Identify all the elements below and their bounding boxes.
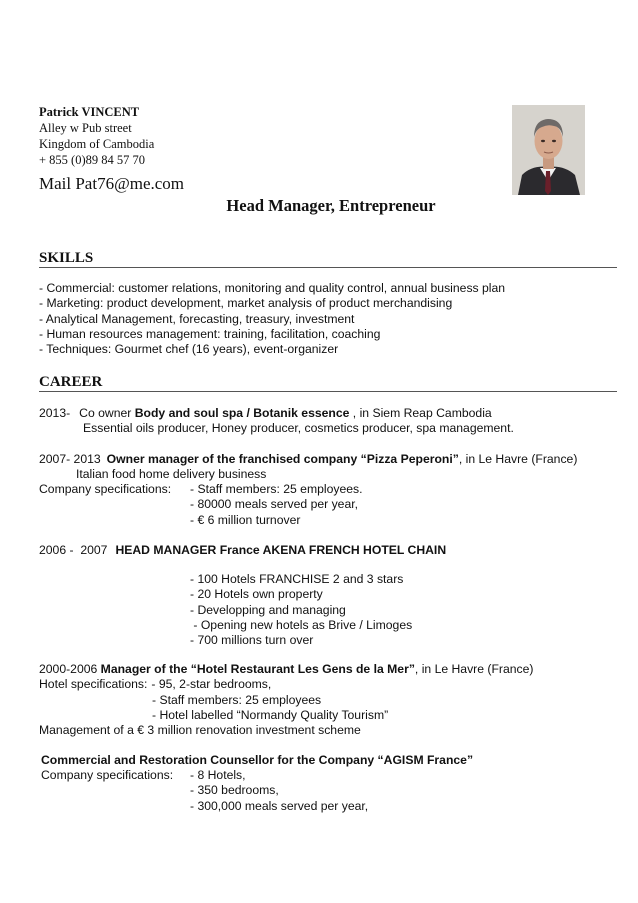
- job-years: 2000-2006: [39, 662, 101, 676]
- job-years: 2007- 2013: [39, 452, 101, 466]
- job-footer: Management of a € 3 million renovation investment scheme: [39, 723, 361, 738]
- skill-item: - Analytical Management, forecasting, treasury, investment: [39, 311, 355, 326]
- contact-block: [39, 104, 154, 168]
- job-spec: - 8 Hotels,: [190, 768, 246, 782]
- career-divider: [39, 391, 617, 392]
- contact-name: Patrick VINCENT: [39, 105, 140, 119]
- skills-divider: [39, 267, 617, 268]
- job-spec: - 100 Hotels FRANCHISE 2 and 3 stars: [190, 572, 404, 586]
- job-spec-list: [190, 768, 368, 814]
- job-company: Body and soul spa / Botanik essence: [134, 406, 350, 420]
- job-spec-label: Company specifications:: [39, 482, 172, 496]
- job-description: Italian food home delivery business: [76, 467, 267, 482]
- job-years: 2013-: [39, 406, 71, 420]
- job-description: Essential oils producer, Honey producer, cosmetics producer, spa management.: [83, 421, 514, 436]
- job-spec: - Opening new hotels as Brive / Limoges: [190, 617, 413, 632]
- job-location: , in Siem Reap Cambodia: [349, 406, 492, 420]
- job-spec: - Staff members: 25 employees.: [190, 482, 363, 496]
- profile-photo: [512, 105, 585, 195]
- job-spec-list: [190, 482, 363, 528]
- career-title: CAREER: [39, 374, 103, 390]
- job-spec: - 350 bedrooms,: [190, 783, 279, 798]
- job-location: , in Le Havre (France): [458, 452, 578, 466]
- career-entry-3: [39, 543, 446, 558]
- job-role: Owner manager of the franchised company “Pizza Peperoni”: [106, 452, 459, 466]
- job-spec: - € 6 million turnover: [190, 512, 301, 527]
- contact-phone: + 855 (0)89 84 57 70: [39, 153, 145, 167]
- job-spec: - 300,000 meals served per year,: [190, 798, 369, 813]
- contact-address-line-2: Kingdom of Cambodia: [39, 137, 155, 151]
- headline: Head Manager, Entrepreneur: [226, 196, 436, 215]
- job-spec: - 95, 2-star bedrooms,: [151, 677, 272, 692]
- job-role: Commercial and Restoration Counsellor for the Company “AGISM France”: [41, 753, 474, 767]
- job-spec: - Hotel labelled “Normandy Quality Tourism”: [152, 707, 389, 722]
- skills-list: [39, 281, 505, 357]
- job-spec-label: Hotel specifications:: [39, 677, 148, 692]
- contact-address-line-1: Alley w Pub street: [39, 121, 132, 135]
- job-spec: - 700 millions turn over: [190, 633, 314, 648]
- skill-item: - Techniques: Gourmet chef (16 years), event-organizer: [39, 342, 339, 357]
- contact-mail: Mail Pat76@me.com: [39, 174, 185, 193]
- skills-title: SKILLS: [39, 250, 94, 266]
- job-spec: - Developping and managing: [190, 602, 346, 617]
- job-role: Manager of the “Hotel Restaurant Les Gens de la Mer”: [100, 662, 415, 676]
- job-spec: - Staff members: 25 employees: [152, 692, 322, 707]
- job-spec-list: [190, 572, 412, 648]
- job-role: HEAD MANAGER France AKENA FRENCH HOTEL CHAIN: [115, 543, 447, 557]
- job-location: , in Le Havre (France): [414, 662, 534, 676]
- skill-item: - Commercial: customer relations, monitoring and quality control, annual business plan: [39, 281, 506, 295]
- skill-item: - Human resources management: training, facilitation, coaching: [39, 326, 381, 341]
- job-spec: - 80000 meals served per year,: [190, 497, 359, 512]
- job-pre: Co owner: [79, 406, 135, 420]
- skill-item: - Marketing: product development, market analysis of product merchandising: [39, 296, 453, 311]
- job-years: 2006 - 2007: [39, 543, 108, 557]
- career-entry-1: [39, 406, 514, 437]
- job-spec: - 20 Hotels own property: [190, 587, 323, 602]
- career-entry-4: [39, 662, 533, 738]
- job-spec-label: Company specifications:: [41, 768, 174, 783]
- career-entry-2: [39, 452, 577, 483]
